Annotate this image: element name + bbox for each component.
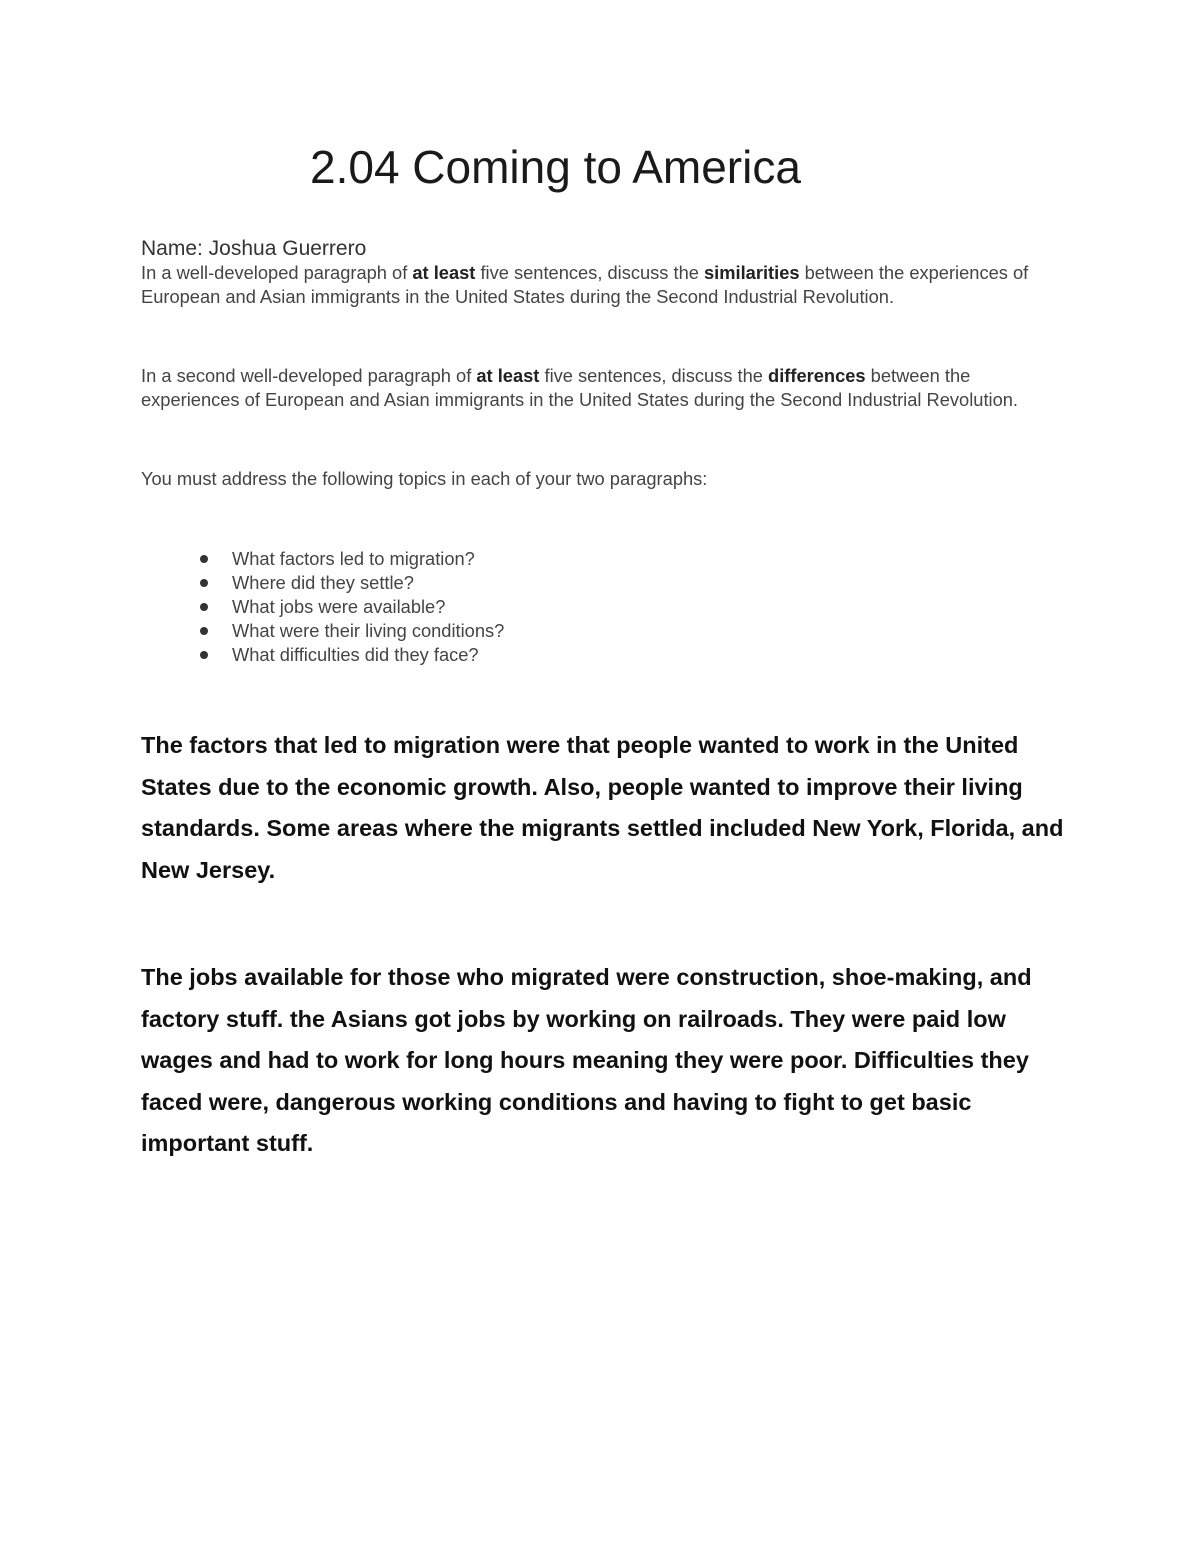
prompt-emphasis: differences [768, 365, 866, 386]
prompt-emphasis: at least [412, 262, 476, 283]
student-name: Name: Joshua Guerrero [141, 237, 367, 260]
page-title: 2.04 Coming to America [310, 141, 801, 193]
prompt-differences [141, 364, 1071, 412]
list-item [232, 619, 1071, 643]
bullet-icon [200, 555, 208, 563]
bullet-icon [200, 579, 208, 587]
prompt-text: five sentences, discuss the [539, 365, 769, 386]
prompt-text: between the experiences of European and Asian immigrants in the United States during the Second Industrial Revolution. [141, 365, 1019, 410]
prompt-text: In a second well-developed paragraph of [141, 365, 477, 386]
document-body [141, 236, 1071, 1165]
list-item [232, 643, 1071, 667]
instruction-text: You must address the following topics in each of your two paragraphs: [141, 468, 708, 489]
topic-label: What were their living conditions? [232, 620, 505, 641]
answer-paragraph-2: The jobs available for those who migrated were construction, shoe-making, and factory stuff. the Asians got jobs by working on railroads. They were paid low wages and had to work for long hours meaning they were poor. Difficulties they faced were, dangerous working conditions and having to fight to get basic important stuff. [141, 964, 1032, 1156]
list-item [232, 547, 1071, 571]
bullet-icon [200, 651, 208, 659]
topic-label: Where did they settle? [232, 572, 414, 593]
prompt-similarities [141, 261, 1071, 309]
bullet-icon [200, 627, 208, 635]
topic-label: What factors led to migration? [232, 548, 475, 569]
topic-label: What jobs were available? [232, 596, 446, 617]
topics-list [141, 547, 1071, 667]
answer-paragraph-1: The factors that led to migration were that people wanted to work in the United States due to the economic growth. Also, people wanted to improve their living standards. Some areas where the migrants settled included New York, Florida, and New Jersey. [141, 732, 1064, 883]
list-item [232, 571, 1071, 595]
prompt-emphasis: at least [476, 365, 540, 386]
prompt-emphasis: similarities [704, 262, 800, 283]
topic-label: What difficulties did they face? [232, 644, 479, 665]
prompt-text: In a well-developed paragraph of [141, 262, 413, 283]
bullet-icon [200, 603, 208, 611]
list-item [232, 595, 1071, 619]
prompt-text: five sentences, discuss the [475, 262, 705, 283]
prompt-text: between the experiences of European and Asian immigrants in the United States during the Second Industrial Revolution. [141, 262, 1029, 307]
